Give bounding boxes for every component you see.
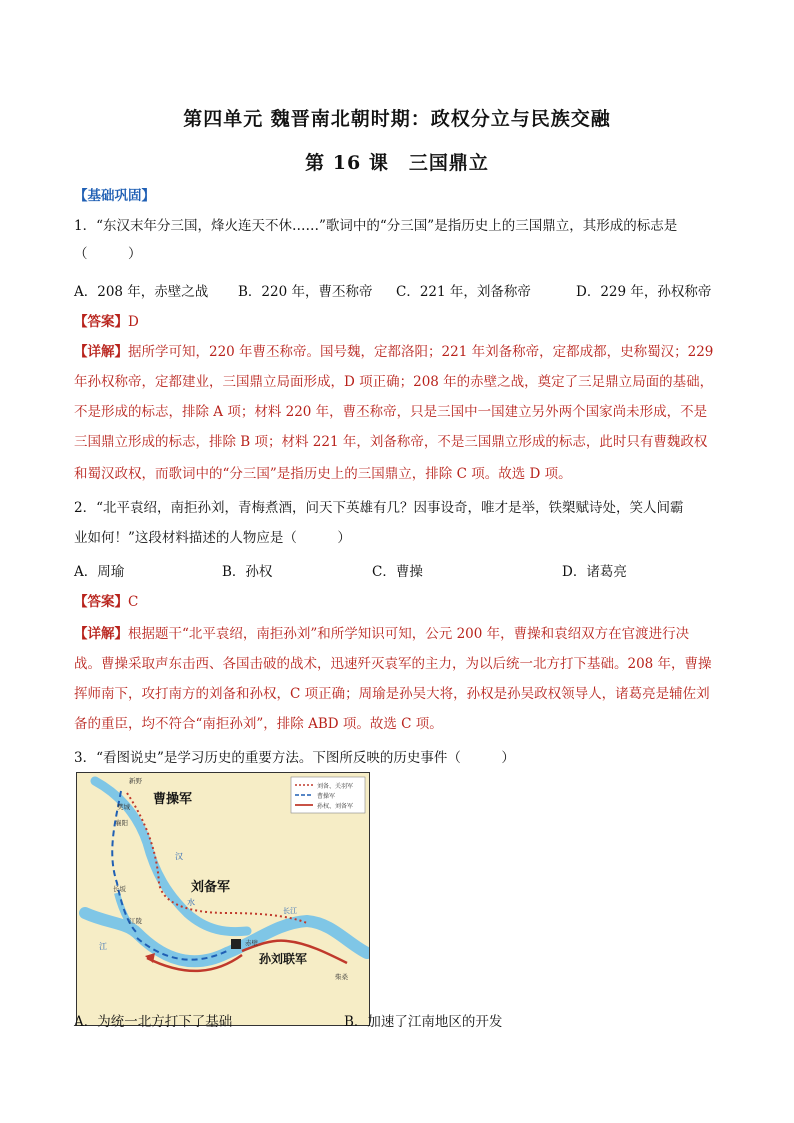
q1-option-d: D．229 年，孙权称帝	[576, 284, 712, 300]
q2-analysis-line1	[74, 624, 734, 644]
q1-analysis-line4: 三国鼎立形成的标志，排除 B 项；材料 221 年，刘备称帝，不是三国鼎立形成的标志，此时只有曹魏政权	[74, 434, 708, 450]
q3-option-a: A．为统一北方打下了基础	[74, 1014, 233, 1030]
q1-stem-line1: 1．“东汉末年分三国，烽火连天不休……”歌词中的“分三国”是指历史上的三国鼎立，其形成的标志是	[74, 218, 678, 234]
answer-value: C	[128, 594, 139, 610]
legend-cao-label: 曹操军	[317, 793, 336, 800]
q1-answer	[74, 312, 734, 332]
analysis-text: 据所学可知，220 年曹丕称帝。国号魏，定都洛阳；221 年刘备称帝，定都成都，史称蜀汉；229	[128, 344, 714, 360]
q1-analysis-line1	[74, 342, 734, 362]
analysis-tag: 【详解】	[74, 626, 128, 642]
unit-title: 第四单元 魏晋南北朝时期：政权分立与民族交融	[183, 108, 611, 130]
river-label-han: 汉	[175, 852, 183, 861]
q1-option-c: C．221 年，刘备称帝	[396, 284, 531, 300]
river-label-jiang: 江	[99, 942, 107, 951]
q1-stem-line2: （ ）	[74, 246, 142, 262]
q2-stem-line2: 业如何！”这段材料描述的人物应是（ ）	[74, 530, 351, 546]
battle-map	[76, 772, 370, 1026]
q2-analysis-line3: 挥师南下，攻打南方的刘备和孙权，C 项正确；周瑜是孙吴大将，孙权是孙吴政权领导人，诸葛亮是辅佐刘	[74, 686, 710, 702]
place-changban: 长坂	[113, 885, 126, 893]
section-label: 【基础巩固】	[74, 188, 155, 204]
legend-liu-label: 刘备、关羽军	[317, 783, 354, 790]
q2-option-d: D．诸葛亮	[562, 564, 627, 580]
place-xinye: 新野	[129, 777, 142, 785]
answer-value: D	[128, 314, 139, 330]
q3-stem: 3．“看图说史”是学习历史的重要方法。下图所反映的历史事件（ ）	[74, 750, 515, 766]
q1-option-b: B．220 年，曹丕称帝	[238, 284, 373, 300]
q2-stem-line1: 2．“北平袁绍，南拒孙刘，青梅煮酒，问天下英雄有几？因事设奇，唯才是举，铁槊赋诗处，笑人间霸	[74, 500, 684, 516]
place-jiangling: 江陵	[129, 917, 142, 925]
analysis-text: 根据题干“北平袁绍，南拒孙刘”和所学知识可知，公元 200 年，曹操和袁绍双方在官渡进行决	[128, 626, 690, 642]
q1-analysis-line2: 年孙权称帝，定都建业，三国鼎立局面形成，D 项正确；208 年的赤壁之战，奠定了三足鼎立局面的基础，	[74, 374, 714, 390]
q2-option-c: C．曹操	[372, 564, 423, 580]
label-cao-army: 曹操军	[153, 792, 193, 807]
analysis-tag: 【详解】	[74, 344, 128, 360]
river-label-changjiang: 长江	[283, 907, 297, 915]
q2-analysis-line4: 备的重臣，均不符合“南拒孙刘”，排除 ABD 项。故选 C 项。	[74, 716, 443, 732]
label-liu-army: 刘备军	[191, 880, 231, 895]
q2-option-b: B．孙权	[222, 564, 273, 580]
q3-option-b: B．加速了江南地区的开发	[344, 1014, 503, 1030]
legend-sunliu-label: 孙权、刘备军	[317, 803, 354, 810]
place-chaisang: 柴桑	[335, 973, 348, 981]
answer-tag: 【答案】	[74, 314, 128, 330]
map-svg	[77, 773, 369, 997]
q1-analysis-line5: 和蜀汉政权，而歌词中的“分三国”是指历史上的三国鼎立，排除 C 项。故选 D 项。	[74, 466, 572, 482]
q1-option-a: A．208 年，赤壁之战	[74, 284, 209, 300]
lesson-title: 第 16 课 三国鼎立	[305, 152, 489, 174]
q2-answer	[74, 592, 734, 612]
battle-icon	[231, 939, 241, 949]
q2-option-a: A．周瑜	[74, 564, 125, 580]
place-fancheng: 樊城	[117, 803, 130, 811]
place-chibi: 赤壁	[245, 939, 258, 947]
place-xiangyang: 襄阳	[115, 819, 128, 827]
answer-tag: 【答案】	[74, 594, 128, 610]
q2-analysis-line2: 战。曹操采取声东击西、各国击破的战术，迅速歼灭袁军的主力，为以后统一北方打下基础。208 年，曹操	[74, 656, 712, 672]
label-sunliu-army: 孙刘联军	[259, 952, 308, 966]
river-label-shui: 水	[187, 898, 195, 907]
q1-analysis-line3: 不是形成的标志，排除 A 项；材料 220 年，曹丕称帝，只是三国中一国建立另外两个国家尚未形成，不是	[74, 404, 708, 420]
